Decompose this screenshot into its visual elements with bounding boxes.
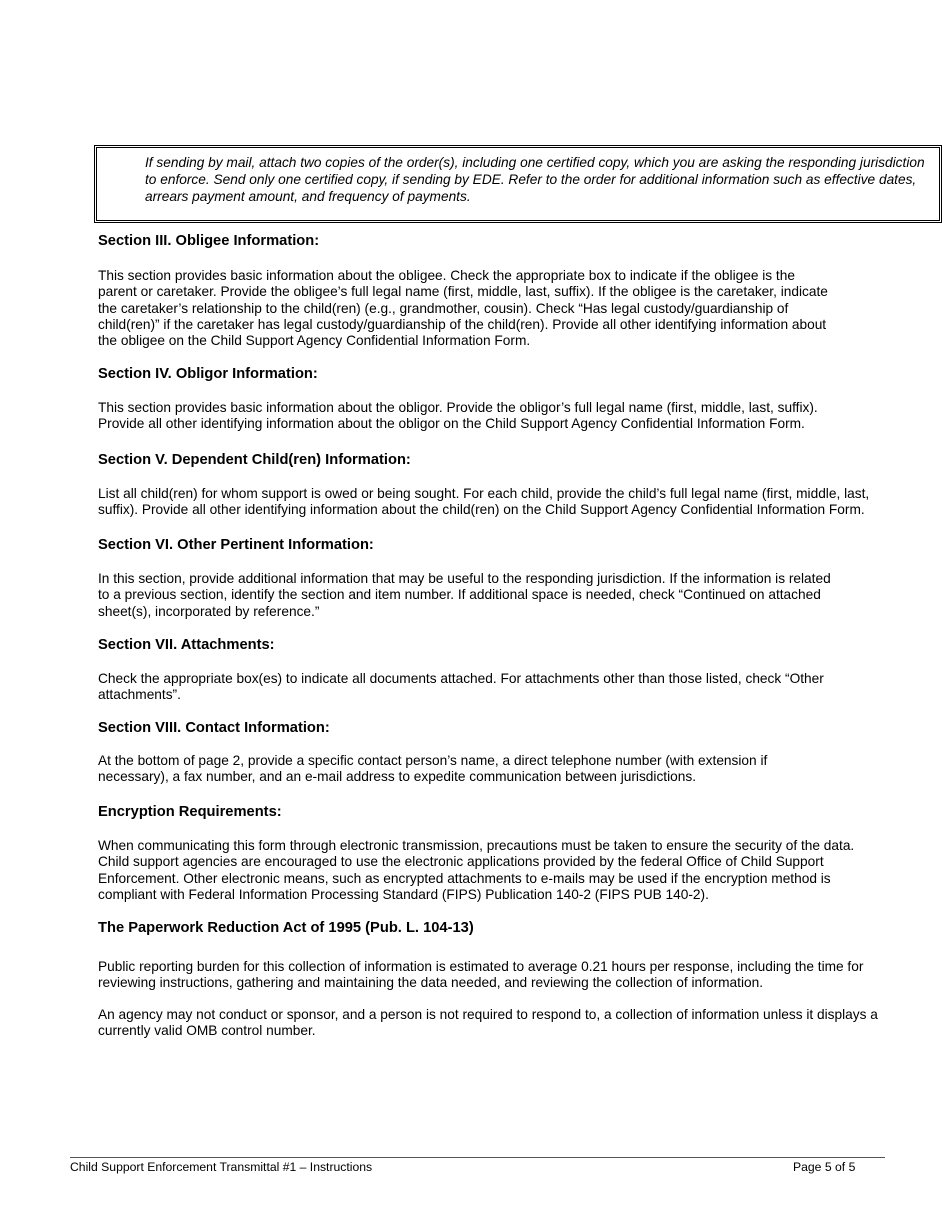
- encryption-heading: Encryption Requirements:: [98, 804, 282, 820]
- section-v-paragraph: List all child(ren) for whom support is owed or being sought. For each child, provide the child’s full legal name (first, middle, last, suffix). Provide all other identifying information about the child(ren) on the Child Support Agency Confidential Information Form.: [98, 486, 870, 518]
- section-vi-heading: Section VI. Other Pertinent Information:: [98, 537, 374, 553]
- section-v-heading: Section V. Dependent Child(ren) Information:: [98, 452, 411, 468]
- section-vii-paragraph: Check the appropriate box(es) to indicate all documents attached. For attachments other than those listed, check “Other attachments”.: [98, 671, 824, 703]
- section-viii-heading: Section VIII. Contact Information:: [98, 720, 330, 736]
- footer-page-number: Page 5 of 5: [793, 1160, 856, 1174]
- paperwork-paragraph-1: Public reporting burden for this collection of information is estimated to average 0.21 hours per response, including the time for reviewing instructions, gathering and maintaining the data needed, and reviewing the collection of information.: [98, 959, 864, 991]
- footer-title: Child Support Enforcement Transmittal #1 – Instructions: [70, 1160, 373, 1174]
- section-iii-heading: Section III. Obligee Information:: [98, 233, 320, 249]
- mail-notice-box: [94, 145, 942, 223]
- paperwork-paragraph-2: An agency may not conduct or sponsor, and a person is not required to respond to, a collection of information unless it displays a currently valid OMB control number.: [98, 1007, 878, 1039]
- mail-notice-text: If sending by mail, attach two copies of the order(s), including one certified copy, which you are asking the responding jurisdiction to enforce. Send only one certified copy, if sending by EDE. Refer to the order for additional information such as effective dates, arrears payment amount, and frequency of payments.: [145, 155, 925, 204]
- encryption-paragraph: When communicating this form through electronic transmission, precautions must be taken to ensure the security of the data. Child support agencies are encouraged to use the electronic applications provided by the federal Office of Child Support Enforcement. Other electronic means, such as encrypted attachments to e-mails may be used if the encryption method is compliant with Federal Information Processing Standard (FIPS) Publication 140-2 (FIPS PUB 140-2).: [98, 838, 855, 902]
- section-iii-paragraph: This section provides basic information about the obligee. Check the appropriate box to indicate if the obligee is the parent or caretaker. Provide the obligee’s full legal name (first, middle, last, suffix). If the obligee is the caretaker, indicate the caretaker’s relationship to the child(ren) (e.g., grandmother, cousin). Check “Has legal custody/guardianship of child(ren)” if the caretaker has legal custody/guardianship of the child(ren). Provide all other identifying information about the obligee on the Child Support Agency Confidential Information Form.: [98, 268, 828, 349]
- paperwork-heading: The Paperwork Reduction Act of 1995 (Pub. L. 104-13): [98, 920, 474, 936]
- section-iv-heading: Section IV. Obligor Information:: [98, 366, 318, 382]
- footer-rule: [70, 1157, 885, 1158]
- section-viii-paragraph: At the bottom of page 2, provide a specific contact person’s name, a direct telephone number (with extension if necessary), a fax number, and an e-mail address to expedite communication between jurisdictions.: [98, 753, 768, 785]
- section-vi-paragraph: In this section, provide additional information that may be useful to the responding jurisdiction. If the information is related to a previous section, identify the section and item number. If additional space is needed, check “Continued on attached sheet(s), incorporated by reference.”: [98, 571, 831, 619]
- section-vii-heading: Section VII. Attachments:: [98, 637, 275, 653]
- section-iv-paragraph: This section provides basic information about the obligor. Provide the obligor’s full legal name (first, middle, last, suffix). Provide all other identifying information about the obligor on the Child Support Agency Confidential Information Form.: [98, 400, 818, 432]
